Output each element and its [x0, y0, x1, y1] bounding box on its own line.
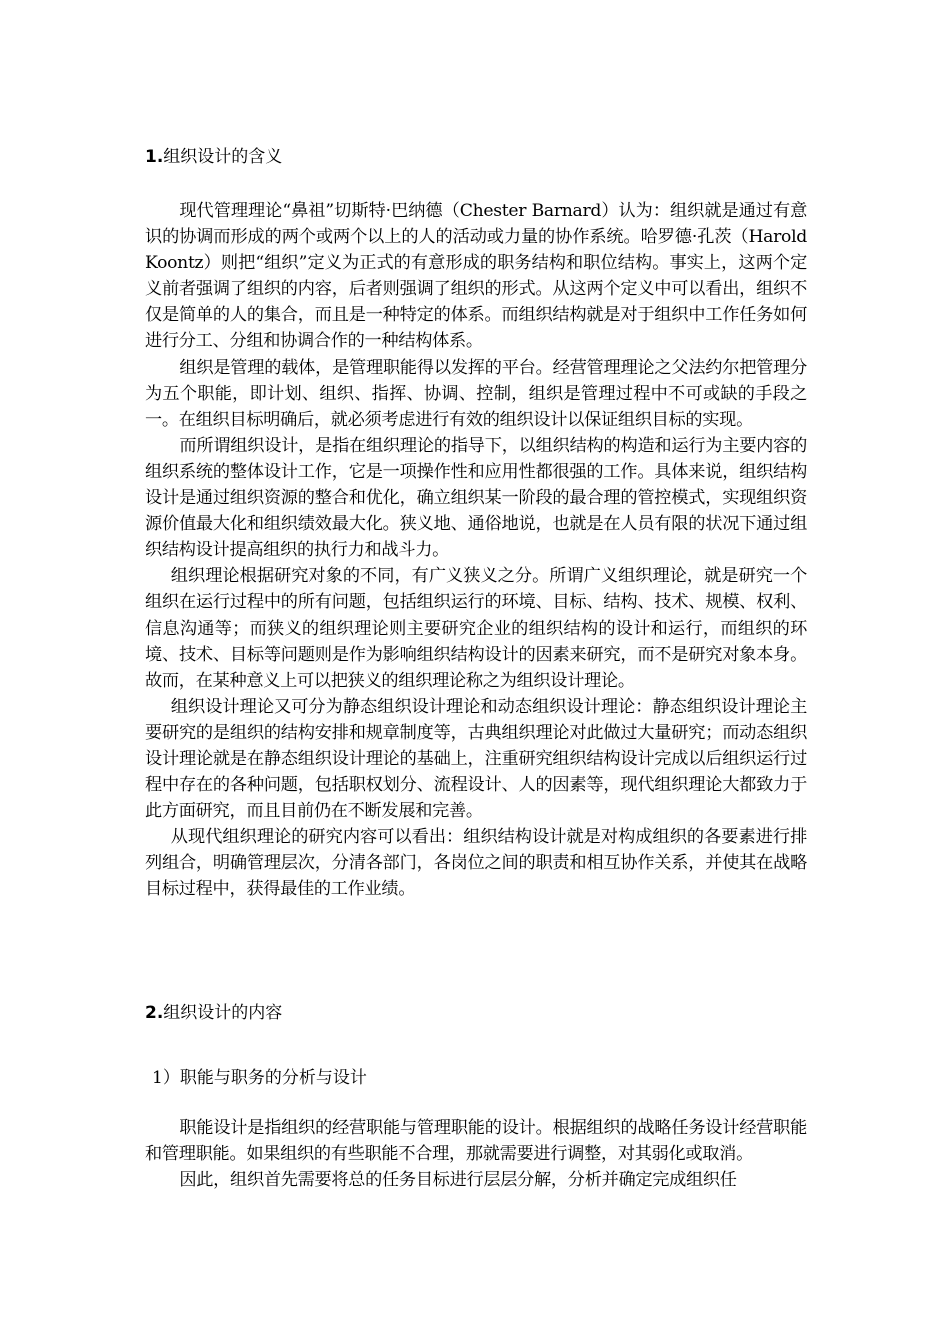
- section-1-body: [145, 198, 807, 903]
- paragraph: 从现代组织理论的研究内容可以看出：组织结构设计就是对构成组织的各要素进行排列组合，明确管理层次，分清各部门，各岗位之间的职责和相互协作关系，并使其在战略目标过程中，获得最佳的工作业绩。: [145, 827, 807, 900]
- section-number-1: 1.: [145, 147, 164, 167]
- paragraph: 因此，组织首先需要将总的任务目标进行层层分解，分析并确定完成组织任: [179, 1170, 737, 1191]
- paragraph: 现代管理理论“鼻祖”切斯特·巴纳德（Chester Barnard）认为：组织就是通过有意识的协调而形成的两个或两个以上的人的活动或力量的协作系统。哈罗德·孔茨（Harold Koontz）则把“组织”定义为正式的有意形成的职务结构和职位结构。事实上，这两个定义前者强调了组织的内容，后者则强调了组织的形式。从这两个定义中可以看出，组织不仅是简单的人的集合，而且是一种特定的体系。而组织结构就是对于组织中工作任务如何进行分工、分组和协调合作的一种结构体系。: [145, 201, 807, 352]
- paragraph: 而所谓组织设计，是指在组织理论的指导下，以组织结构的构造和运行为主要内容的组织系统的整体设计工作，它是一项操作性和应用性都很强的工作。具体来说，组织结构设计是通过组织资源的整合和优化，确立组织某一阶段的最合理的管控模式，实现组织资源价值最大化和组织绩效最大化。狭义地、通俗地说，也就是在人员有限的状况下通过组织结构设计提高组织的执行力和战斗力。: [145, 435, 807, 561]
- subsection-heading: 1）职能与职务的分析与设计: [152, 1068, 367, 1088]
- section-2-body: [145, 1115, 807, 1193]
- section-number-2: 2.: [145, 1003, 164, 1023]
- paragraph: 组织理论根据研究对象的不同，有广义狭义之分。所谓广义组织理论，就是研究一个组织在运行过程中的所有问题，包括组织运行的环境、目标、结构、技术、规模、权利、信息沟通等；而狭义的组织理论则主要研究企业的组织结构的设计和运行，而组织的环境、技术、目标等问题则是作为影响组织结构设计的因素来研究，而不是研究对象本身。故而，在某种意义上可以把狭义的组织理论称之为组织设计理论。: [145, 566, 807, 691]
- section-heading-2: [145, 1002, 282, 1024]
- section-title-1: 组织设计的含义: [163, 147, 283, 167]
- section-title-2: 组织设计的内容: [163, 1003, 283, 1023]
- paragraph: 职能设计是指组织的经营职能与管理职能的设计。根据组织的战略任务设计经营职能和管理职能。如果组织的有些职能不合理，那就需要进行调整，对其弱化或取消。: [145, 1118, 807, 1165]
- paragraph: 组织设计理论又可分为静态组织设计理论和动态组织设计理论：静态组织设计理论主要研究的是组织的结构安排和规章制度等，古典组织理论对此做过大量研究；而动态组织设计理论就是在静态组织设计理论的基础上，注重研究组织结构设计完成以后组织运行过程中存在的各种问题，包括职权划分、流程设计、人的因素等，现代组织理论大都致力于此方面研究，而且目前仍在不断发展和完善。: [145, 696, 807, 822]
- section-heading-1: [145, 146, 282, 168]
- paragraph: 组织是管理的载体，是管理职能得以发挥的平台。经营管理理论之父法约尔把管理分为五个职能，即计划、组织、指挥、协调、控制，组织是管理过程中不可或缺的手段之一。在组织目标明确后，就必须考虑进行有效的组织设计以保证组织目标的实现。: [145, 357, 807, 430]
